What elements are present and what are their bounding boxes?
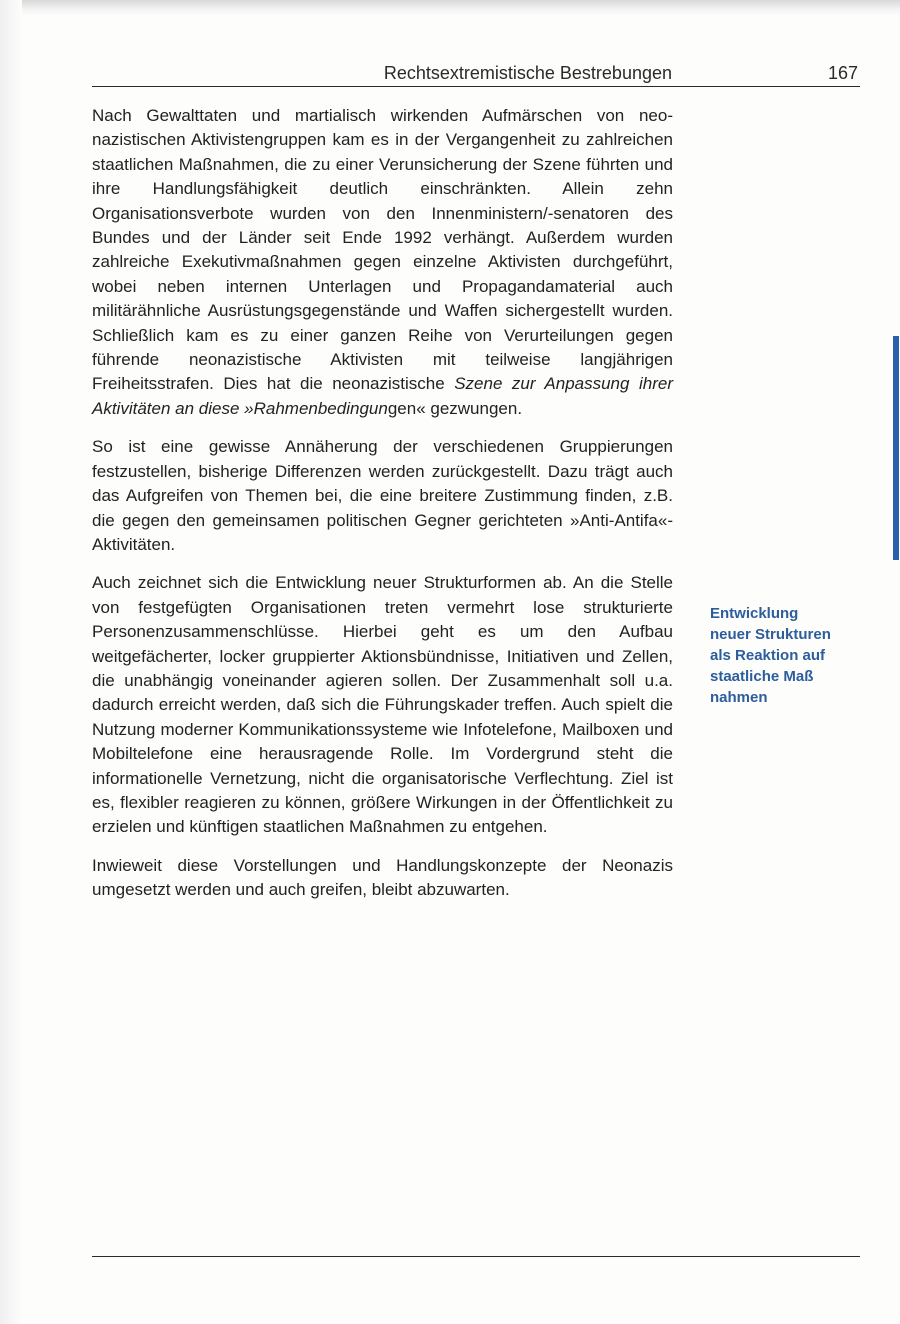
- paragraph-3: Auch zeichnet sich die Entwicklung neuer Strukturformen ab. An die Stelle von festgefügten Organisationen treten vermehrt lose strukturierte Personenzusammenschlüsse. Hierbei geht es um den Aufbau weitgefächerter, locker gruppierter Aktionsbündnisse, Initiativen und Zellen, die unabhängig voneinander agieren sollen. Der Zusammenhalt soll u.a. dadurch erreicht werden, daß sich die Führungskader treffen. Auch spielt die Nutzung moderner Kommunikationssysteme wie Infotelefone, Mailboxen und Mobiltelefone eine herausragende Rolle. Im Vordergrund steht die informationelle Vernetzung, nicht die organisatorische Verflechtung. Ziel ist es, flexibler reagieren zu können, größere Wirkungen in der Öffentlichkeit zu erzielen und künftigen staatlichen Maßnahmen zu entgehen.: [92, 573, 673, 837]
- paragraph-1: [92, 104, 673, 421]
- footer-rule: [92, 1256, 860, 1257]
- margin-note-line-5: nahmen: [710, 689, 768, 706]
- margin-note: [710, 603, 860, 708]
- body-text: [92, 104, 673, 917]
- paragraph-4: Inwieweit diese Vorstellungen und Handlungskonzepte der Neonazis umgesetzt werden und auch greifen, bleibt abzuwarten.: [92, 855, 673, 900]
- margin-note-line-4: staatliche Maß: [710, 668, 814, 685]
- margin-note-line-3: als Reaktion auf: [710, 647, 826, 664]
- paragraph-1-italic: Szene zur Anpassung ihrer Aktivitäten an diese »Rahmenbedingun: [92, 374, 673, 418]
- paragraph-1-text: Nach Gewalttaten und martialisch wirkenden Aufmärschen von neonazistischen Aktivistengruppen kam es in der Vergangenheit zu zahlreichen staatlichen Maßnahmen, die zu einer Verunsicherung der Szene führten und ihre Handlungsfähigkeit deutlich einschränkten. Allein zehn Organisationsverbote wurden von den Innenministern/-senatoren des Bundes und der Länder seit Ende 1992 verhängt. Außerdem wurden zahlreiche Exekutivmaßnahmen gegen einzelne Aktivisten durchgeführt, wobei neben internen Unterlagen und Propagandamaterial auch militärähnliche Ausrüstungsgegenstände und Waffen sichergestellt wurden. Schließlich kam es zu einer ganzen Reihe von Verurteilungen gegen führende neonazistische Aktivisten mit teilweise langjährigen Freiheitsstrafen. Dies hat die neonazistische: [92, 106, 673, 394]
- scan-shadow-top: [0, 0, 900, 16]
- margin-note-line-2: neuer Strukturen: [710, 626, 831, 643]
- paragraph-1-tail: gen« gezwungen.: [387, 398, 523, 418]
- running-header: [92, 62, 860, 87]
- chapter-thumb-index: [893, 336, 899, 560]
- scan-shadow-left: [0, 0, 22, 1324]
- margin-note-line-1: Entwicklung: [710, 605, 799, 622]
- running-title: Rechtsextremistische Bestrebungen: [383, 63, 672, 83]
- paragraph-2: So ist eine gewisse Annäherung der verschiedenen Gruppierungen festzustellen, bisherige Differenzen werden zurückgestellt. Dazu trägt auch das Aufgreifen von Themen bei, die eine breitere Zustimmung finden, z.B. die gegen den gemeinsamen politischen Gegner gerichteten »Anti-Antifa«-Aktivitäten.: [92, 437, 673, 554]
- page-number: 167: [827, 63, 858, 83]
